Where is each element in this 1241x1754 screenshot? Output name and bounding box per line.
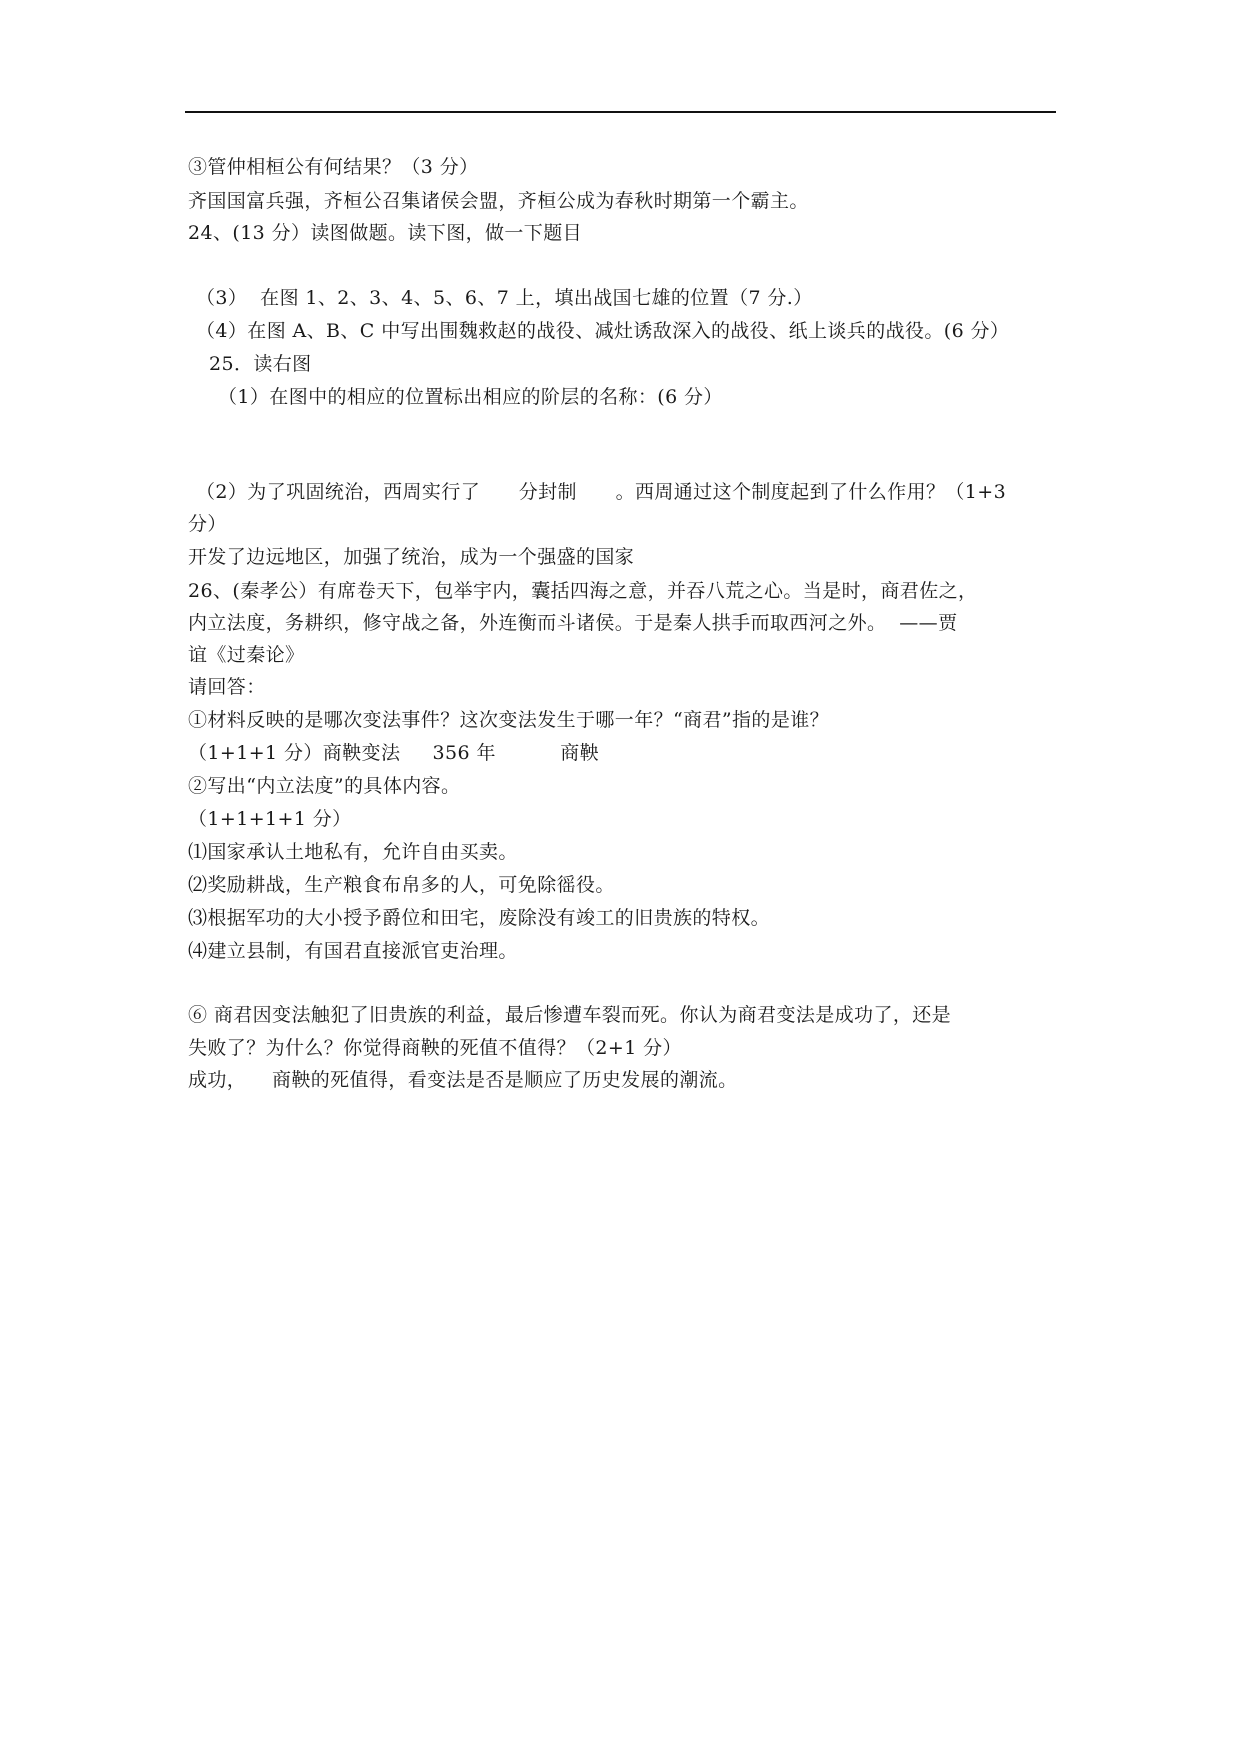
question-26-material: 26、(秦孝公）有席卷天下，包举宇内，囊括四海之意，并吞八荒之心。当是时，商君佐之， <box>188 580 978 602</box>
question-text: 失败了？为什么？你觉得商鞅的死值不值得？（2+1 分） <box>188 1037 682 1059</box>
question-text: ①材料反映的是哪次变法事件？这次变法发生于哪一年？“商君”指的是谁？ <box>188 709 830 731</box>
question-text: （3） 在图 1、2、3、4、5、6、7 上，填出战国七雄的位置（7 分.） <box>196 287 813 309</box>
question-text: 分） <box>188 513 227 535</box>
answer-list-item: ⑷建立县制，有国君直接派官吏治理。 <box>188 940 518 962</box>
question-26-material: 谊《过秦论》 <box>188 644 305 666</box>
question-text: 请回答： <box>188 676 266 698</box>
question-text: （2）为了巩固统治，西周实行了 分封制 。西周通过这个制度起到了什么作用？（1+3 <box>196 481 1007 503</box>
question-text: （4）在图 A、B、C 中写出围魏救赵的战役、减灶诱敌深入的战役、纸上谈兵的战役。(6 分） <box>196 320 1010 342</box>
answer-text: （1+1+1+1 分） <box>188 808 352 830</box>
answer-list-item: ⑶根据军功的大小授予爵位和田宅，废除没有竣工的旧贵族的特权。 <box>188 907 771 929</box>
question-24-heading: 24、(13 分）读图做题。读下图，做一下题目 <box>188 222 583 244</box>
question-text: ②写出“内立法度”的具体内容。 <box>188 775 461 797</box>
answer-list-item: ⑴国家承认土地私有，允许自由买卖。 <box>188 841 518 863</box>
question-text: （1）在图中的相应的位置标出相应的阶层的名称：(6 分） <box>218 386 723 408</box>
answer-text: （1+1+1 分）商鞅变法 356 年 商鞅 <box>188 742 600 764</box>
question-text: ⑥ 商君因变法触犯了旧贵族的利益，最后惨遭车裂而死。你认为商君变法是成功了，还是 <box>188 1004 952 1026</box>
answer-text: 成功， 商鞅的死值得，看变法是否是顺应了历史发展的潮流。 <box>188 1069 738 1091</box>
answer-text: 开发了边远地区，加强了统治，成为一个强盛的国家 <box>188 546 635 568</box>
answer-text: 齐国国富兵强，齐桓公召集诸侯会盟，齐桓公成为春秋时期第一个霸主。 <box>188 190 809 212</box>
header-rule <box>185 111 1056 113</box>
question-3-heading: ③管仲相桓公有何结果？（3 分） <box>188 156 479 178</box>
answer-list-item: ⑵奖励耕战，生产粮食布帛多的人，可免除徭役。 <box>188 874 615 896</box>
question-26-material: 内立法度，务耕织，修守战之备，外连衡而斗诸侯。于是秦人拱手而取西河之外。 ——贾 <box>188 612 958 634</box>
question-25-heading: 25．读右图 <box>209 353 312 375</box>
